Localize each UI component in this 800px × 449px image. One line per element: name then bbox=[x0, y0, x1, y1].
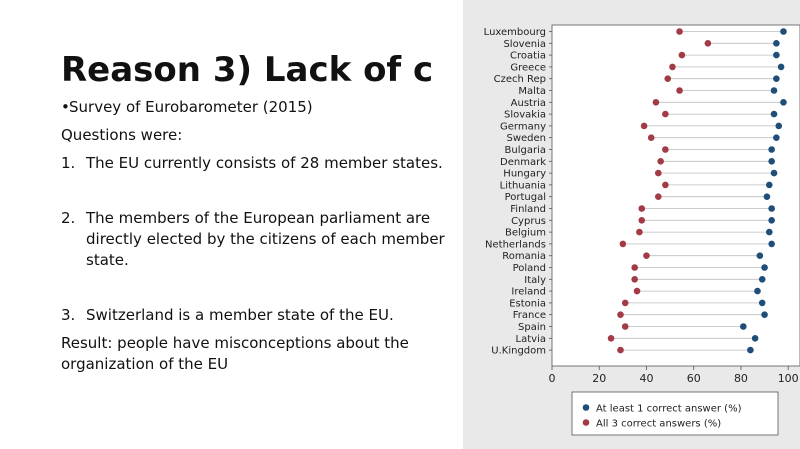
point-at-least-one-correct bbox=[773, 134, 780, 141]
point-at-least-one-correct bbox=[771, 111, 778, 118]
category-label: Lithuania bbox=[499, 180, 546, 192]
category-label: Estonia bbox=[509, 298, 546, 310]
category-label: Sweden bbox=[506, 133, 546, 145]
question-number: 1. bbox=[61, 154, 76, 172]
category-label: Ireland bbox=[511, 286, 546, 298]
chart-panel bbox=[463, 0, 800, 449]
point-all-three-correct bbox=[638, 205, 645, 212]
category-label: Malta bbox=[518, 86, 546, 97]
point-at-least-one-correct bbox=[771, 87, 778, 94]
category-label: Italy bbox=[524, 274, 546, 286]
point-at-least-one-correct bbox=[759, 300, 766, 307]
point-at-least-one-correct bbox=[773, 75, 780, 82]
point-all-three-correct bbox=[631, 264, 638, 271]
category-label: Greece bbox=[510, 62, 546, 74]
point-all-three-correct bbox=[617, 311, 624, 318]
point-all-three-correct bbox=[643, 252, 650, 259]
point-at-least-one-correct bbox=[768, 158, 775, 165]
legend-marker bbox=[583, 404, 590, 411]
category-label: Portugal bbox=[504, 192, 546, 204]
point-at-least-one-correct bbox=[768, 217, 775, 224]
point-all-three-correct bbox=[648, 134, 655, 141]
question-text: The members of the European parliament are directly elected by the citizens of each member state. bbox=[86, 209, 445, 269]
point-all-three-correct bbox=[662, 111, 669, 118]
point-at-least-one-correct bbox=[780, 99, 787, 106]
point-at-least-one-correct bbox=[752, 335, 759, 342]
point-all-three-correct bbox=[620, 241, 627, 248]
dot-plot-chart bbox=[463, 0, 800, 449]
point-all-three-correct bbox=[705, 40, 712, 47]
point-at-least-one-correct bbox=[757, 252, 764, 259]
question-item bbox=[61, 208, 446, 271]
point-all-three-correct bbox=[655, 193, 662, 200]
slide-body bbox=[61, 97, 446, 375]
bullet-dot-icon: • bbox=[61, 98, 70, 116]
point-at-least-one-correct bbox=[754, 288, 761, 295]
category-label: Cyprus bbox=[511, 215, 546, 227]
point-all-three-correct bbox=[676, 28, 683, 35]
x-tick-label: 100 bbox=[777, 372, 799, 385]
point-all-three-correct bbox=[622, 300, 629, 307]
category-label: Romania bbox=[502, 251, 546, 263]
point-at-least-one-correct bbox=[764, 193, 771, 200]
question-item bbox=[61, 153, 446, 174]
category-label: Germany bbox=[500, 121, 546, 133]
result-text: Result: people have misconceptions about the organization of the EU bbox=[61, 334, 409, 373]
category-label: Croatia bbox=[510, 50, 546, 62]
category-label: Denmark bbox=[500, 156, 546, 168]
category-label: Belgium bbox=[505, 227, 546, 239]
x-tick-label: 0 bbox=[548, 372, 556, 385]
question-number: 2. bbox=[61, 209, 76, 227]
point-at-least-one-correct bbox=[766, 182, 773, 189]
legend-label: All 3 correct answers (%) bbox=[596, 418, 722, 430]
category-label: Luxembourg bbox=[483, 27, 546, 38]
point-at-least-one-correct bbox=[761, 264, 768, 271]
point-at-least-one-correct bbox=[773, 40, 780, 47]
point-at-least-one-correct bbox=[768, 241, 775, 248]
point-all-three-correct bbox=[657, 158, 664, 165]
point-all-three-correct bbox=[676, 87, 683, 94]
category-label: U.Kingdom bbox=[491, 345, 546, 357]
point-all-three-correct bbox=[662, 146, 669, 153]
point-at-least-one-correct bbox=[766, 229, 773, 236]
x-tick-label: 60 bbox=[686, 372, 701, 385]
x-tick-label: 40 bbox=[639, 372, 654, 385]
slide-title: Reason 3) Lack of c bbox=[61, 50, 434, 90]
category-label: Spain bbox=[518, 322, 546, 333]
category-label: Bulgaria bbox=[504, 145, 546, 156]
point-all-three-correct bbox=[634, 288, 641, 295]
point-at-least-one-correct bbox=[740, 323, 747, 330]
point-at-least-one-correct bbox=[773, 52, 780, 59]
point-at-least-one-correct bbox=[768, 146, 775, 153]
point-all-three-correct bbox=[636, 229, 643, 236]
category-label: Latvia bbox=[515, 333, 546, 345]
question-text: The EU currently consists of 28 member states. bbox=[86, 154, 443, 172]
legend-marker bbox=[583, 419, 590, 426]
point-all-three-correct bbox=[622, 323, 629, 330]
bullet-text: Survey of Eurobarometer (2015) bbox=[69, 98, 313, 116]
question-item bbox=[61, 305, 446, 326]
category-label: Netherlands bbox=[485, 239, 546, 251]
question-number: 3. bbox=[61, 306, 76, 324]
point-at-least-one-correct bbox=[747, 347, 754, 354]
point-at-least-one-correct bbox=[771, 170, 778, 177]
point-at-least-one-correct bbox=[768, 205, 775, 212]
point-at-least-one-correct bbox=[759, 276, 766, 283]
question-text: Switzerland is a member state of the EU. bbox=[86, 306, 394, 324]
category-label: Czech Rep bbox=[493, 74, 546, 86]
category-label: France bbox=[512, 310, 546, 322]
point-all-three-correct bbox=[608, 335, 615, 342]
point-all-three-correct bbox=[617, 347, 624, 354]
category-label: Slovenia bbox=[503, 38, 546, 50]
point-all-three-correct bbox=[679, 52, 686, 59]
point-all-three-correct bbox=[664, 75, 671, 82]
point-all-three-correct bbox=[669, 64, 676, 71]
point-all-three-correct bbox=[641, 123, 648, 130]
category-label: Slovakia bbox=[504, 109, 546, 121]
point-all-three-correct bbox=[638, 217, 645, 224]
legend-label: At least 1 correct answer (%) bbox=[596, 403, 742, 415]
category-label: Poland bbox=[512, 263, 546, 274]
point-all-three-correct bbox=[653, 99, 660, 106]
point-all-three-correct bbox=[631, 276, 638, 283]
point-at-least-one-correct bbox=[778, 64, 785, 71]
point-at-least-one-correct bbox=[775, 123, 782, 130]
bullet-item bbox=[61, 97, 446, 118]
category-label: Austria bbox=[510, 97, 546, 109]
point-all-three-correct bbox=[655, 170, 662, 177]
category-label: Hungary bbox=[503, 168, 546, 180]
point-at-least-one-correct bbox=[780, 28, 787, 35]
x-tick-label: 20 bbox=[592, 372, 607, 385]
category-label: Finland bbox=[510, 204, 546, 215]
questions-heading: Questions were: bbox=[61, 126, 183, 144]
x-tick-label: 80 bbox=[733, 372, 748, 385]
point-at-least-one-correct bbox=[761, 311, 768, 318]
point-all-three-correct bbox=[662, 182, 669, 189]
